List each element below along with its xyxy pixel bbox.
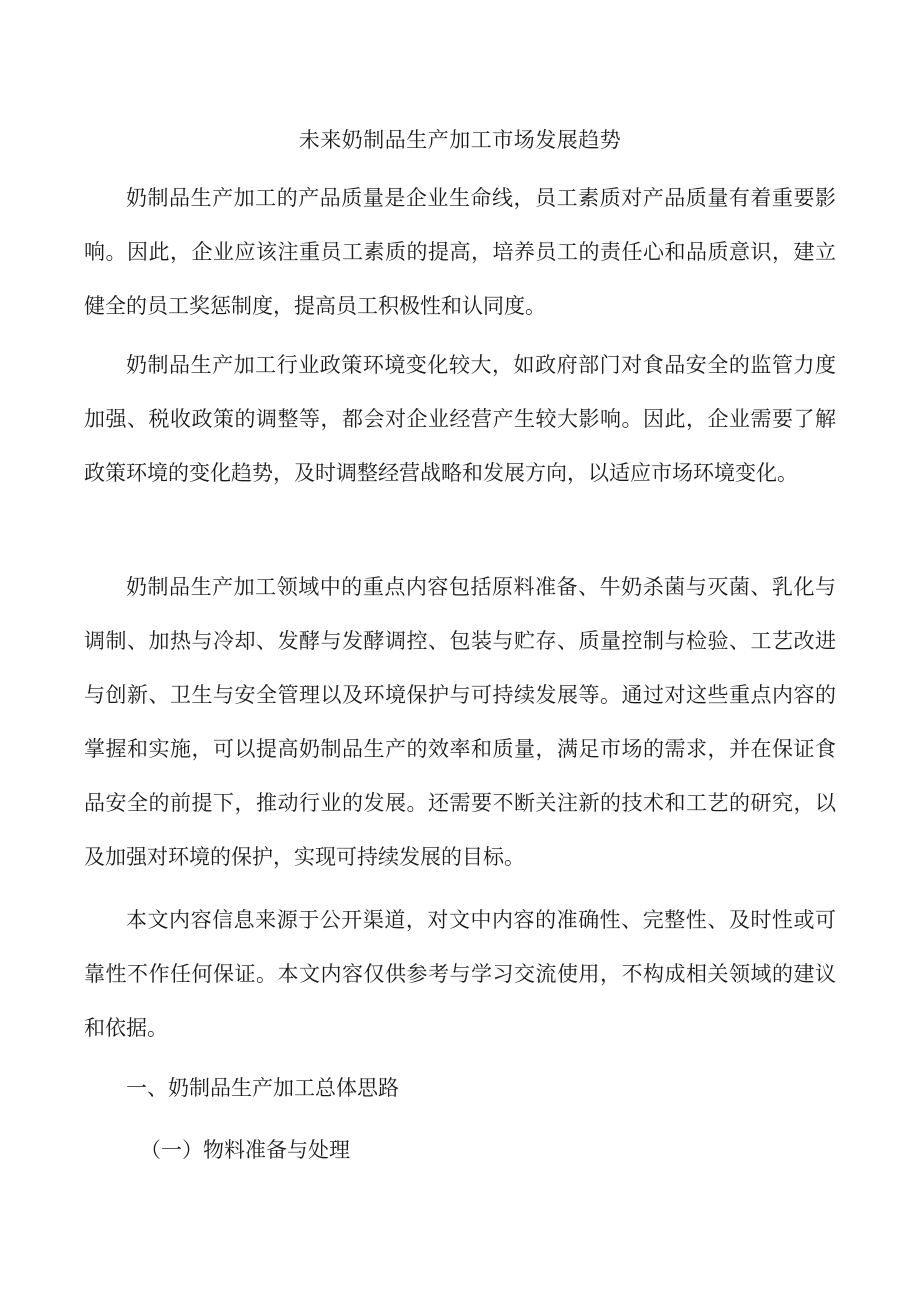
- subsection-heading: （一）物料准备与处理: [140, 1138, 350, 1162]
- paragraph-disclaimer: 本文内容信息来源于公开渠道，对文中内容的准确性、完整性、及时性或可靠性不作任何保证。本文内容仅供参考与学习交流使用，不构成相关领域的建议和依据。: [84, 908, 836, 1040]
- paragraph-key-content: 奶制品生产加工领域中的重点内容包括原料准备、牛奶杀菌与灭菌、乳化与调制、加热与冷却、发酵与发酵调控、包装与贮存、质量控制与检验、工艺改进与创新、卫生与安全管理以及环境保护与可持续发展等。通过对这些重点内容的掌握和实施，可以提高奶制品生产的效率和质量，满足市场的需求，并在保证食品安全的前提下，推动行业的发展。还需要不断关注新的技术和工艺的研究，以及加强对环境的保护，实现可持续发展的目标。: [84, 575, 836, 869]
- document-title: 未来奶制品生产加工市场发展趋势: [298, 128, 622, 152]
- paragraph-employee-quality: 奶制品生产加工的产品质量是企业生命线，员工素质对产品质量有着重要影响。因此，企业应该注重员工素质的提高，培养员工的责任心和品质意识，建立健全的员工奖惩制度，提高员工积极性和认同度。: [84, 186, 836, 318]
- section-heading: 一、奶制品生产加工总体思路: [126, 1076, 399, 1100]
- paragraph-policy-environment: 奶制品生产加工行业政策环境变化较大，如政府部门对食品安全的监管力度加强、税收政策的调整等，都会对企业经营产生较大影响。因此，企业需要了解政策环境的变化趋势，及时调整经营战略和发展方向，以适应市场环境变化。: [84, 353, 836, 485]
